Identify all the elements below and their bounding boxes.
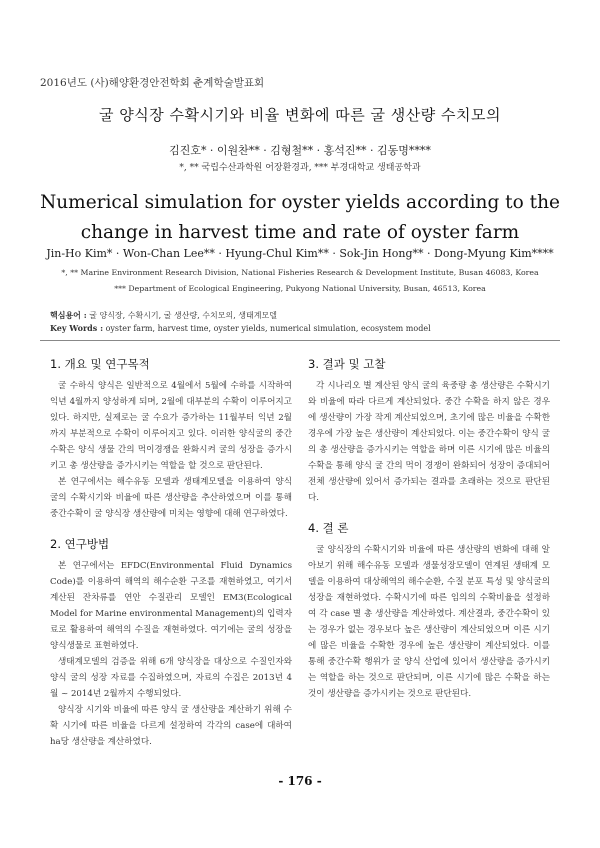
keywords-divider <box>40 340 560 341</box>
methods-paragraph-3: 양식장 시기와 비율에 따른 양식 굴 생산량을 계산하기 위해 수확 시기에 따른 비율을 다르게 설정하여 각각의 case에 대하여 ha당 생산량을 계산하였다. <box>50 705 292 747</box>
methods-paragraph-2: 생태계모델의 검증을 위해 6개 양식장을 대상으로 수질인자와 양식 굴의 성장 자료를 수집하였으며, 자료의 수집은 2013년 4월 ~ 2014년 2월까지 수행되었다. <box>50 657 292 699</box>
intro-paragraph-1: 굴 수하식 양식은 일반적으로 4월에서 5월에 수하를 시작하여 익년 4월까지 양성하게 되며, 2월에 대부분의 수확이 이루어지고 있다. 하지만, 실제로는 굴 수요가 증가하는 11월부터 익년 2월까지 부분적으로 수확이 이루어지고 있다. 이러한 양식굴의 중간 수확은 양식 생물 간의 먹이경쟁을 완화시켜 굴의 성장을 증가시키고 총 생산량을 증가시키는 역할을 할 것으로 판단된다. <box>50 381 292 471</box>
keywords-korean <box>50 310 277 321</box>
keywords-english-text: oyster farm, harvest time, oyster yields, numerical simulation, ecosystem model <box>105 324 431 333</box>
keywords-korean-label: 핵심용어 : <box>50 310 87 320</box>
korean-affiliation: *, ** 국립수산과학원 어장환경과, *** 부경대학교 생태공학과 <box>179 163 421 173</box>
korean-authors: 김진호* · 이원찬** · 김형철** · 홍석진** · 김동명**** <box>169 144 431 157</box>
english-affiliation-2: *** Department of Ecological Engineering, Pukyong National University, Busan, 46513, Korea <box>114 284 486 293</box>
conclusion-heading: 4. 결 론 <box>308 521 349 535</box>
keywords-english <box>50 323 431 333</box>
keywords-korean-text: 굴 양식장, 수확시기, 굴 생산량, 수치모의, 생태계모델 <box>89 311 277 320</box>
korean-title: 굴 양식장 수확시기와 비율 변화에 따른 굴 생산량 수치모의 <box>99 106 501 124</box>
methods-paragraph-1: 본 연구에서는 EFDC(Environmental Fluid Dynamics Code)를 이용하여 해역의 해수순환 구조를 재현하였고, 여기서 계산된 잔차류를 연안 수질관리 모델인 EM3(Ecological Model for Marine environmental Management)의 입력자료로 활용하여 해역의 수질을 재현하였다. 여기에는 굴의 성장을 양식생물로 표현하였다. <box>50 561 292 651</box>
keywords-english-label: Key Words : <box>50 323 104 333</box>
results-paragraph-1: 각 시나리오 별 계산된 양식 굴의 육중량 총 생산량은 수확시기와 비율에 따라 다르게 계산되었다. 중간 수확을 하지 않은 경우에 생산량이 가장 작게 계산되었으며, 초기에 많은 비율을 수확한 경우에 가장 높은 생산량이 계산되었다. 이는 중간수확이 양식 굴의 총 생산량을 증가시키는 역할을 하며 이른 시기에 많은 비율의 수확을 통해 양식 굴 간의 먹이 경쟁이 완화되어 성장이 증대되어 전체 생산량에 있어서 증가되는 결과를 초래하는 것으로 판단된다. <box>308 381 550 503</box>
left-column <box>50 356 292 750</box>
right-column <box>308 356 550 702</box>
conference-header: 2016년도 (사)해양환경안전학회 춘계학술발표회 <box>40 77 265 89</box>
intro-paragraph-2: 본 연구에서는 해수유동 모델과 생태계모델을 이용하여 양식 굴의 수확시기와 비율에 따른 생산량을 추산하였으며 이를 통해 중간수확이 굴 양식장 생산량에 미치는 영향에 대해 연구하였다. <box>50 477 292 519</box>
english-affiliation-1: *, ** Marine Environment Research Division, National Fisheries Research & Development Institute, Busan 46083, Korea <box>61 268 539 277</box>
page-number: - 176 - <box>278 774 322 788</box>
english-title: Numerical simulation for oyster yields according to the change in harvest time and rate of oyster farm <box>40 192 560 243</box>
intro-heading: 1. 개요 및 연구목적 <box>50 357 150 371</box>
methods-heading: 2. 연구방법 <box>50 537 110 551</box>
conclusion-paragraph-1: 굴 양식장의 수확시기와 비율에 따른 생산량의 변화에 대해 알아보기 위해 해수유동 모델과 생물성장모델이 연계된 생태계 모델을 이용하여 대상해역의 해수순환, 수질 분포 특성 및 양식굴의 성장을 재현하였다. 수확시기에 따른 임의의 수확비율을 설정하여 각 case 별 총 생산량을 계산하였다. 계산결과, 중간수확이 있는 경우가 없는 경우보다 높은 생산량이 계산되었으며 이른 시기에 많은 비율을 수확한 경우에 높은 생산량이 계산되었다. 이를 통해 중간수확 행위가 굴 양식 산업에 있어서 생산량을 증가시키는 역할을 하는 것으로 판단되며, 이른 시기에 많은 수확을 하는 것이 생산량을 증가시키는 것으로 판단된다. <box>308 545 550 699</box>
english-authors: Jin-Ho Kim* · Won-Chan Lee** · Hyung-Chul Kim** · Sok-Jin Hong** · Dong-Myung Kim**** <box>46 247 554 260</box>
results-heading: 3. 결과 및 고찰 <box>308 357 386 371</box>
